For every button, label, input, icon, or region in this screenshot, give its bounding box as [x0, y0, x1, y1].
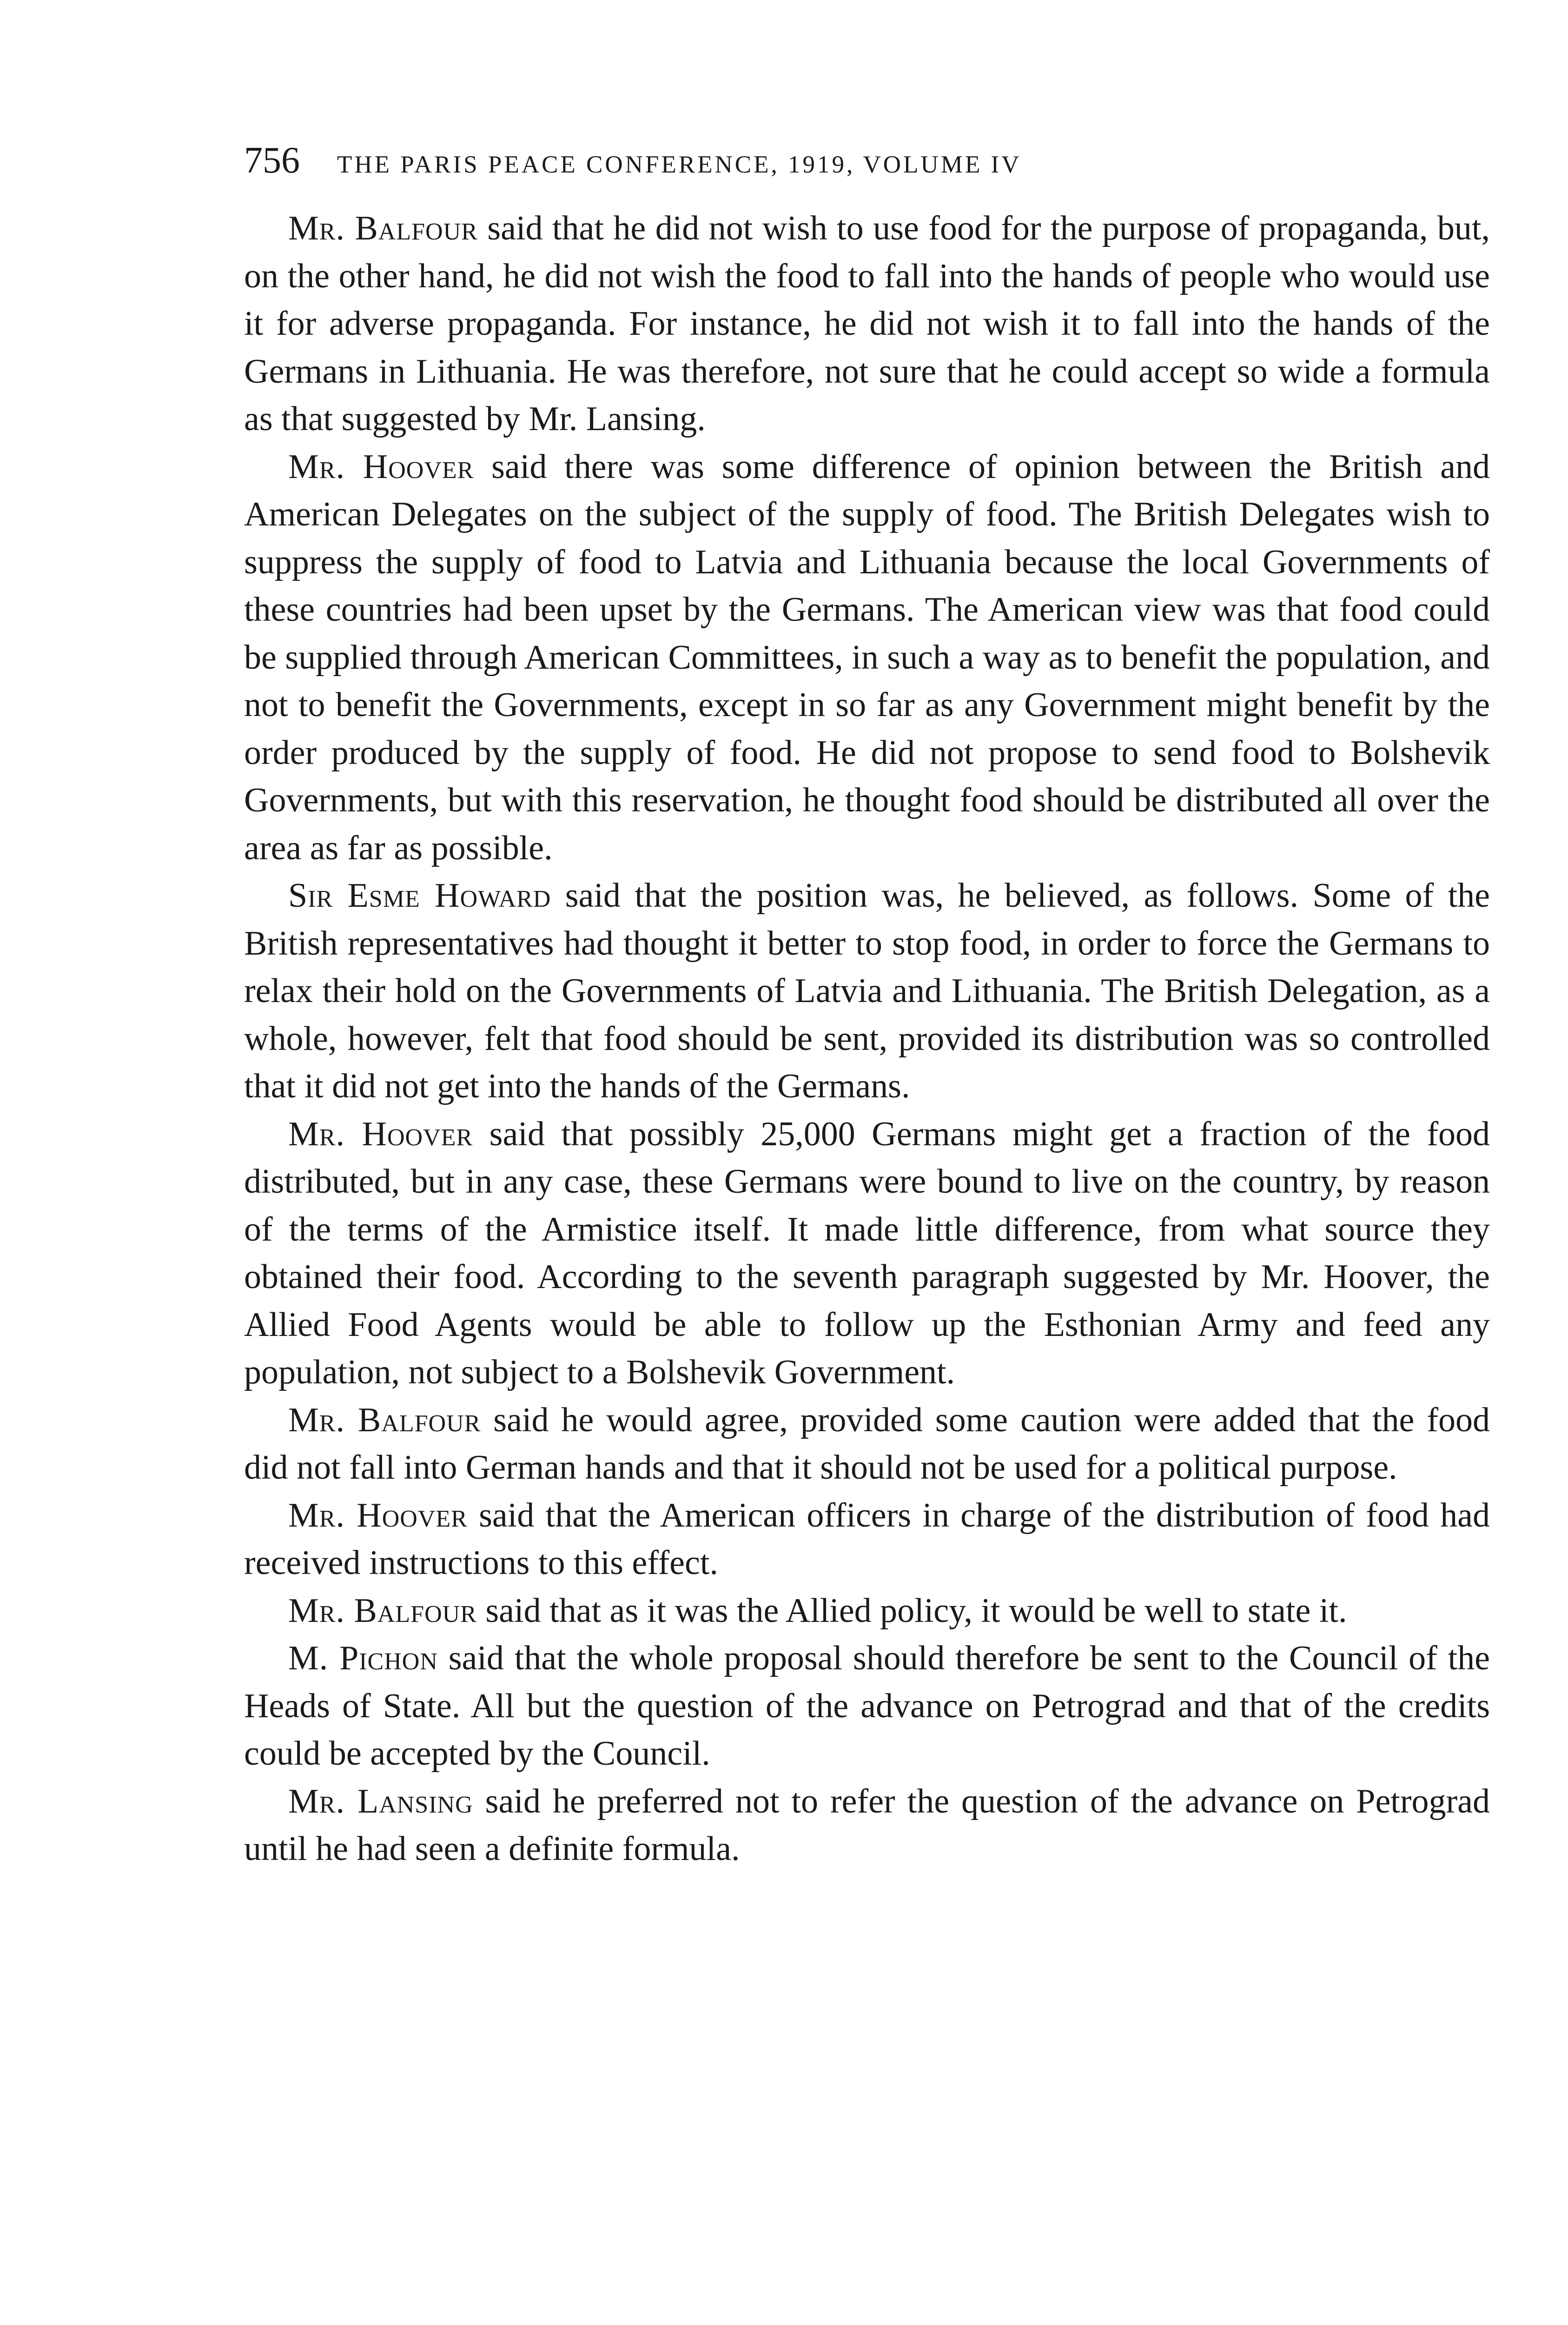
page-number: 756 [244, 140, 300, 181]
paragraph-text: said that he did not wish to use food for the purpose of propaganda, but, on the other hand, he did not wish the food to fall into the hands of people who would use it for adverse propaganda. For instance, he did not wish it to fall into the hands of the Germans in Lithuania. He was therefore, not sure that he could accept so wide a formula as that suggested by Mr. Lansing. [244, 209, 1490, 438]
speaker-name: Mr. Balfour [288, 1401, 481, 1439]
document-page [244, 140, 1490, 1873]
body-text [244, 205, 1490, 1873]
paragraph [244, 1110, 1490, 1396]
paragraph-text: said that as it was the Allied policy, it would be well to state it. [476, 1591, 1347, 1630]
paragraph-text: said he would agree, provided some caution were added that the food did not fall into German hands and that it should not be used for a political purpose. [244, 1401, 1490, 1487]
paragraph [244, 1778, 1490, 1873]
paragraph-text: said that the whole proposal should therefore be sent to the Council of the Heads of State. All but the question of the advance on Petrograd and that of the credits could be accepted by the Council. [244, 1639, 1490, 1773]
speaker-name: Mr. Hoover [288, 1496, 468, 1534]
paragraph-text: said there was some difference of opinion between the British and American Delegates on the subject of the supply of food. The British Delegates wish to suppress the supply of food to Latvia and Lithuania because the local Governments of these countries had been upset by the Germans. The American view was that food could be supplied through American Committees, in such a way as to benefit the population, and not to benefit the Governments, except in so far as any Government might benefit by the order produced by the supply of food. He did not propose to send food to Bolshevik Governments, but with this reservation, he thought food should be distributed all over the area as far as possible. [244, 447, 1490, 867]
speaker-name: Mr. Hoover [288, 1115, 473, 1153]
paragraph-text: said he preferred not to refer the question of the advance on Petrograd until he had seen a definite formula. [244, 1782, 1490, 1868]
paragraph [244, 1634, 1490, 1778]
running-header [244, 140, 1490, 195]
paragraph [244, 1587, 1490, 1635]
paragraph [244, 443, 1490, 872]
speaker-name: Mr. Balfour [288, 209, 478, 247]
speaker-name: M. Pichon [288, 1639, 438, 1677]
paragraph [244, 205, 1490, 443]
paragraph-text: said that the position was, he believed, as follows. Some of the British representatives had thought it better to stop food, in order to force the Germans to relax their hold on the Governments of Latvia and Lithuania. The British Delegation, as a whole, however, felt that food should be sent, provided its distribution was so controlled that it did not get into the hands of the Germans. [244, 877, 1490, 1105]
paragraph [244, 1492, 1490, 1587]
speaker-name: Mr. Lansing [288, 1782, 473, 1820]
speaker-name: Mr. Balfour [288, 1591, 477, 1630]
paragraph-text: said that the American officers in charge of the distribution of food had received instructions to this effect. [244, 1496, 1490, 1582]
paragraph [244, 872, 1490, 1110]
speaker-name: Mr. Hoover [288, 447, 474, 486]
running-title: THE PARIS PEACE CONFERENCE, 1919, VOLUME IV [337, 151, 1022, 178]
paragraph [244, 1396, 1490, 1492]
speaker-name: Sir Esme Howard [288, 877, 551, 915]
paragraph-text: said that possibly 25,000 Germans might get a fraction of the food distributed, but in any case, these Germans were bound to live on the country, by reason of the terms of the Armistice itself. It made little difference, from what source they obtained their food. According to the seventh paragraph suggested by Mr. Hoover, the Allied Food Agents would be able to follow up the Esthonian Army and feed any population, not subject to a Bolshevik Government. [244, 1115, 1490, 1391]
